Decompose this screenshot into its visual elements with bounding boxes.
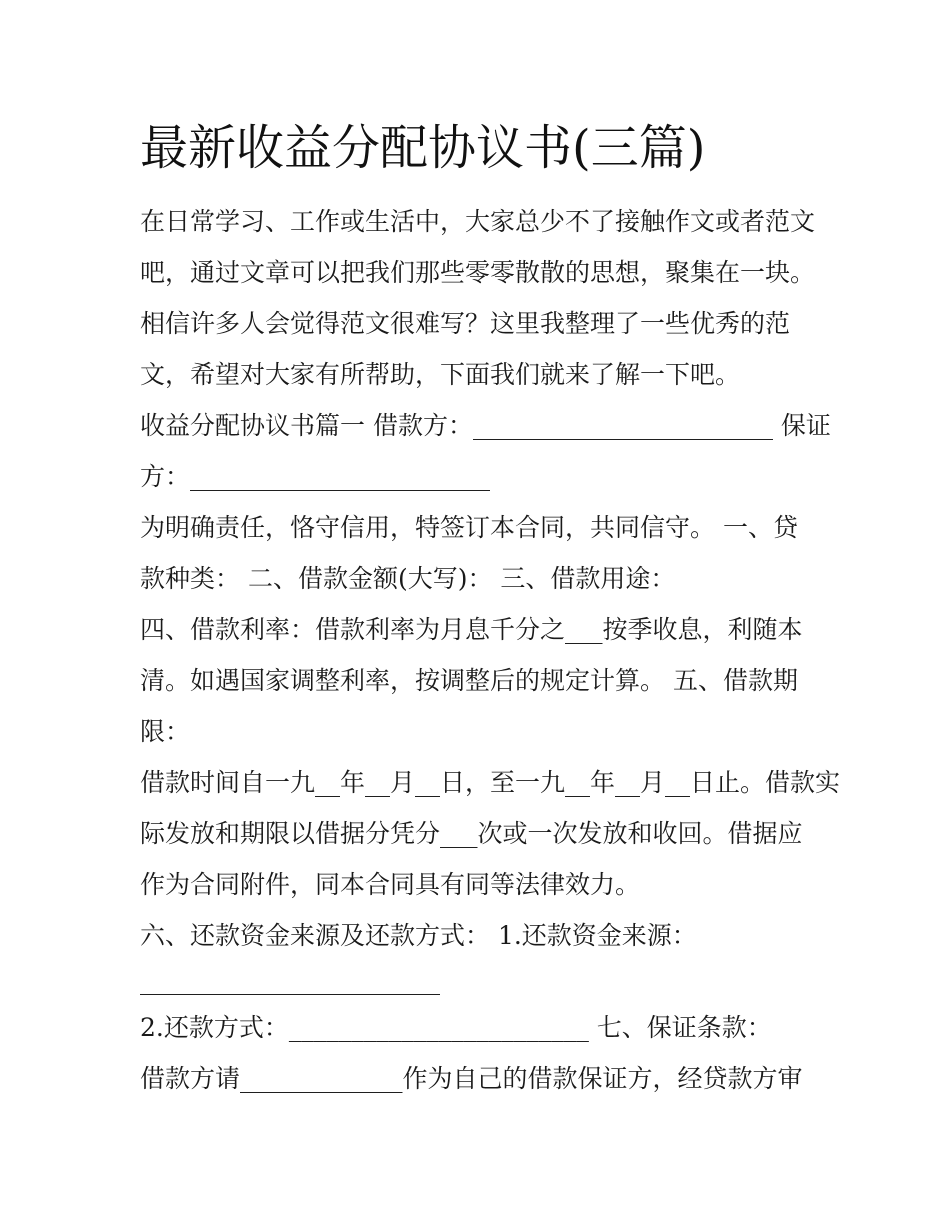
body-line-11: 限： [140, 717, 191, 746]
body-line-14: 作为合同附件，同本合同具有同等法律效力。 [140, 870, 641, 899]
body-line-10: 清。如遇国家调整利率，按调整后的规定计算。 五、借款期 [140, 666, 798, 695]
body-line-1: 在日常学习、工作或生活中，大家总少不了接触作文或者范文 [140, 207, 816, 236]
body-line-6: 方：________________________ [140, 462, 491, 491]
body-line-13: 际发放和期限以借据分凭分___次或一次发放和收回。借据应 [140, 819, 803, 848]
body-line-8: 款种类： 二、借款金额(大写)： 三、借款用途： [140, 564, 676, 593]
body-line-9: 四、借款利率：借款利率为月息千分之___按季收息，利随本 [140, 615, 803, 644]
body-line-18: 借款方请_____________作为自己的借款保证方，经贷款方审 [140, 1064, 803, 1093]
body-line-16: ________________________ [140, 966, 440, 995]
body-line-7: 为明确责任，恪守信用，特签订本合同，共同信守。 一、贷 [140, 513, 798, 542]
document-title: 最新收益分配协议书(三篇) [140, 120, 706, 176]
body-line-4: 文，希望对大家有所帮助，下面我们就来了解一下吧。 [140, 360, 741, 389]
body-line-15: 六、还款资金来源及还款方式： 1.还款资金来源： [140, 921, 697, 950]
body-line-3: 相信许多人会觉得范文很难写？这里我整理了一些优秀的范 [140, 309, 791, 338]
body-line-17: 2.还款方式：________________________ 七、保证条款： [140, 1013, 772, 1042]
body-line-12: 借款时间自一九__年__月__日，至一九__年__月__日止。借款实 [140, 768, 841, 797]
body-line-2: 吧，通过文章可以把我们那些零零散散的思想，聚集在一块。 [140, 258, 816, 287]
body-line-5: 收益分配协议书篇一 借款方：________________________ 保证 [140, 411, 831, 440]
